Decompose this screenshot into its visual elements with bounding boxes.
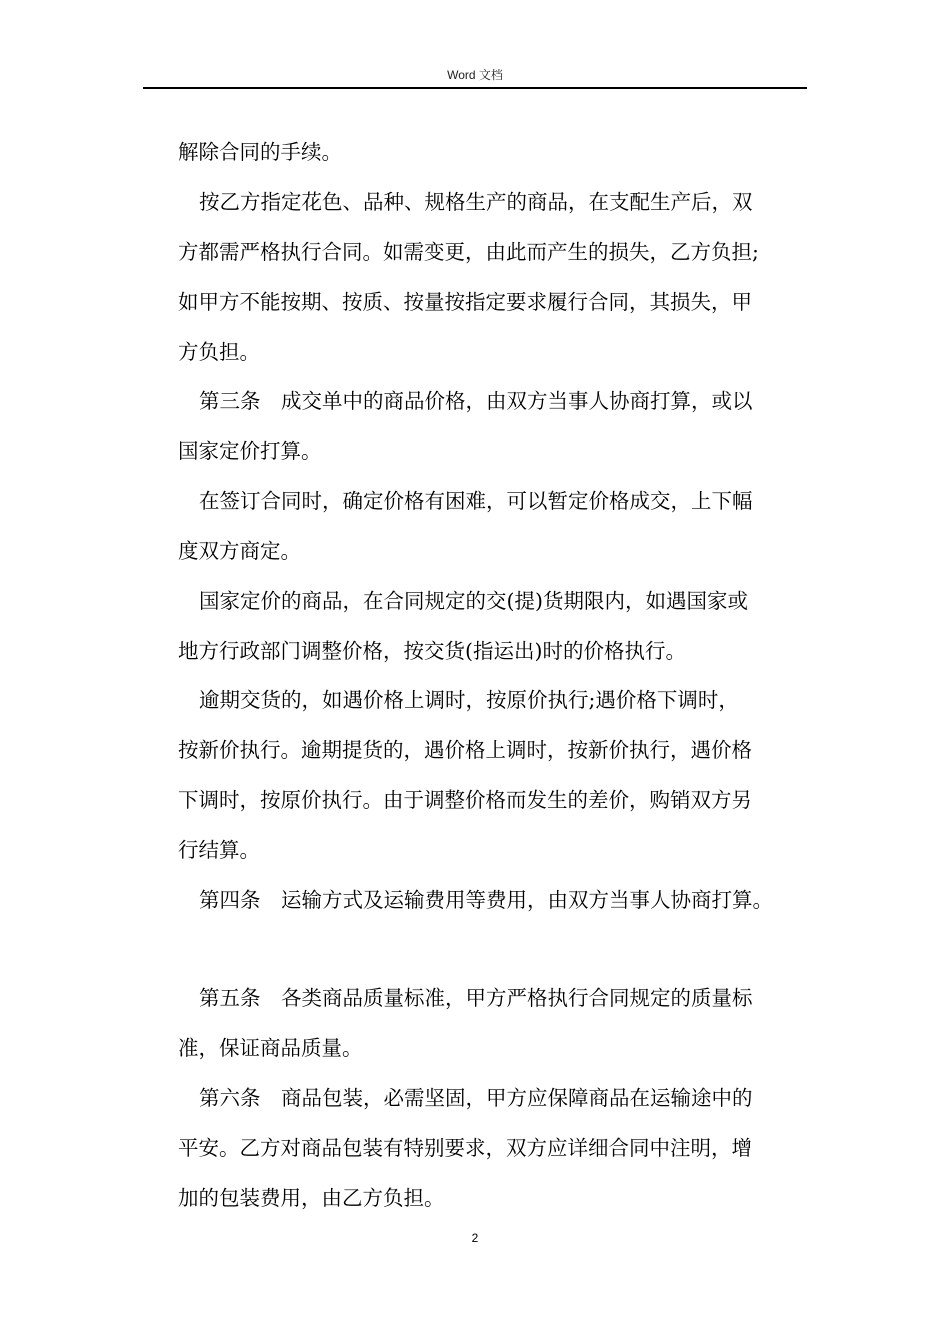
text-line: 方负担。 [178,340,260,364]
text-line: 方都需严格执行合同。如需变更，由此而产生的损失，乙方负担; [178,240,759,264]
text-line: 平安。乙方对商品包装有特别要求，双方应详细合同中注明，增 [178,1136,752,1160]
text-line: 第三条 成交单中的商品价格，由双方当事人协商打算，或以 [199,389,753,413]
text-line: 第五条 各类商品质量标准，甲方严格执行合同规定的质量标 [199,986,753,1010]
page-number: 2 [471,1231,479,1245]
text-line: 按新价执行。逾期提货的，遇价格上调时，按新价执行，遇价格 [178,738,752,762]
text-line: 国家定价的商品，在合同规定的交(提)货期限内，如遇国家或 [199,589,748,613]
text-line: 按乙方指定花色、品种、规格生产的商品，在支配生产后，双 [199,190,753,214]
text-line: 逾期交货的，如遇价格上调时，按原价执行;遇价格下调时， [199,688,739,712]
header-title: Word 文档 [447,68,503,82]
header-divider [143,87,807,89]
text-line: 下调时，按原价执行。由于调整价格而发生的差价，购销双方另 [178,788,752,812]
text-line: 准，保证商品质量。 [178,1036,363,1060]
text-line: 第六条 商品包装，必需坚固，甲方应保障商品在运输途中的 [199,1086,753,1110]
text-line: 解除合同的手续。 [178,140,342,164]
text-line: 地方行政部门调整价格，按交货(指运出)时的价格执行。 [178,639,686,663]
text-line: 第四条 运输方式及运输费用等费用，由双方当事人协商打算。 [199,888,773,912]
text-line: 加的包装费用，由乙方负担。 [178,1186,445,1210]
text-line: 如甲方不能按期、按质、按量按指定要求履行合同，其损失，甲 [178,290,752,314]
text-line: 国家定价打算。 [178,439,322,463]
text-line: 度双方商定。 [178,539,301,563]
text-line: 行结算。 [178,838,260,862]
text-line: 在签订合同时，确定价格有困难，可以暂定价格成交，上下幅 [199,489,753,513]
